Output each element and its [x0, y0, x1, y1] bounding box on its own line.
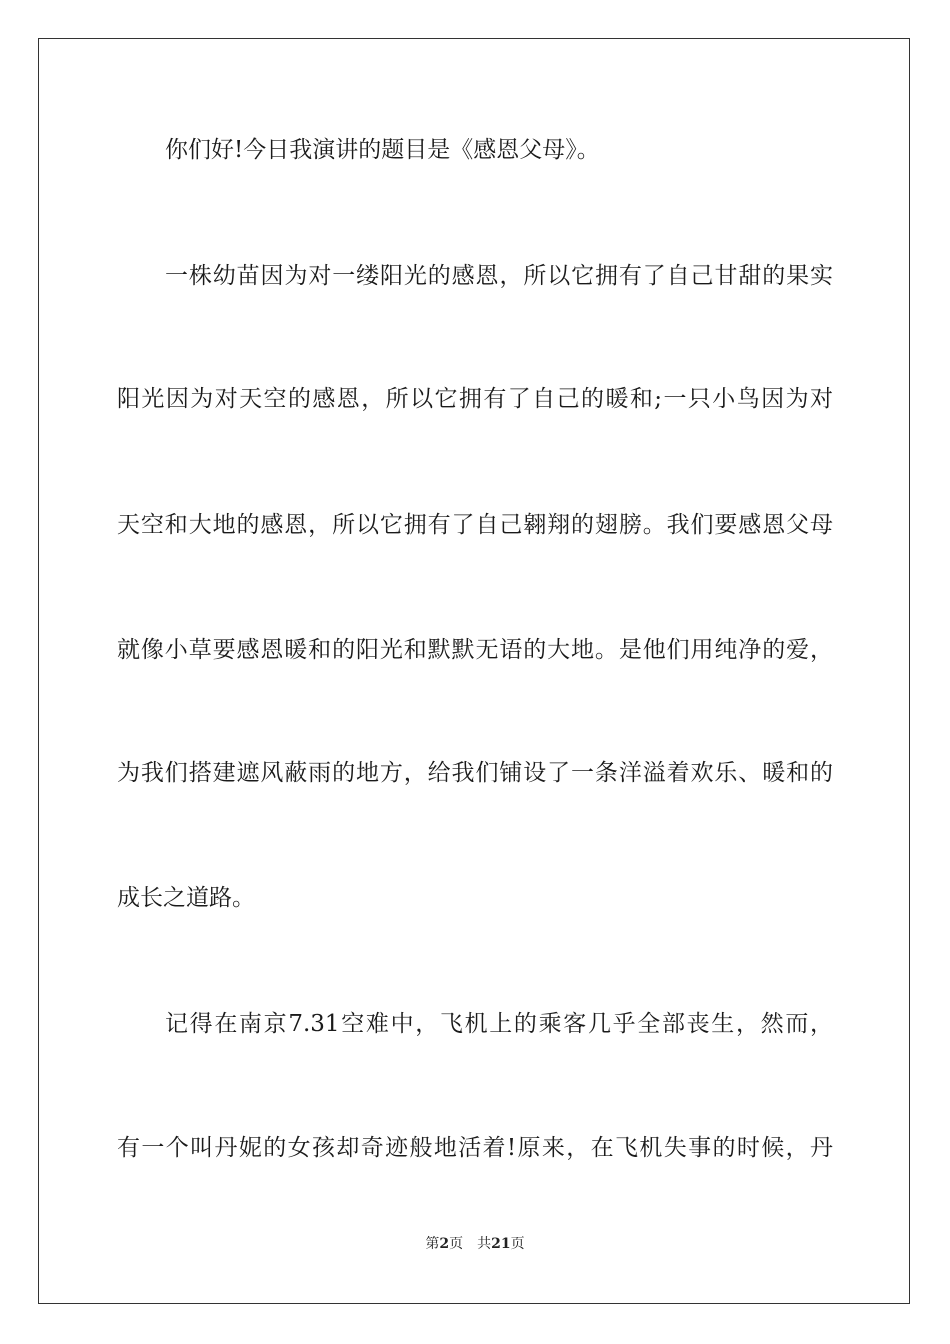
paragraph-line-2: 一株幼苗因为对一缕阳光的感恩，所以它拥有了自己甘甜的果实: [165, 263, 833, 289]
total-pages: 21: [491, 1236, 511, 1252]
page-prefix: 第: [425, 1236, 440, 1252]
total-suffix: 页: [510, 1236, 525, 1252]
page-number: 2: [439, 1236, 450, 1252]
page-suffix: 页: [449, 1236, 464, 1252]
paragraph-line-4: 天空和大地的感恩，所以它拥有了自己翱翔的翅膀。我们要感恩父母: [117, 512, 833, 538]
paragraph-line-3: 阳光因为对天空的感恩，所以它拥有了自己的暖和;一只小鸟因为对: [117, 386, 833, 412]
paragraph-line-1: 你们好!今日我演讲的题目是《感恩父母》。: [165, 137, 600, 163]
document-page: [38, 38, 910, 1304]
paragraph-line-6: 为我们搭建遮风蔽雨的地方，给我们铺设了一条洋溢着欢乐、暖和的: [117, 760, 833, 786]
paragraph-line-5: 就像小草要感恩暖和的阳光和默默无语的大地。是他们用纯净的爱，: [117, 637, 833, 663]
paragraph-line-8: 记得在南京7.31空难中，飞机上的乘客几乎全部丧生，然而，: [165, 1011, 833, 1037]
paragraph-line-9: 有一个叫丹妮的女孩却奇迹般地活着!原来，在飞机失事的时候，丹: [117, 1135, 833, 1161]
paragraph-line-7: 成长之道路。: [117, 885, 255, 911]
total-prefix: 共: [477, 1236, 492, 1252]
page-footer: [39, 1234, 911, 1254]
